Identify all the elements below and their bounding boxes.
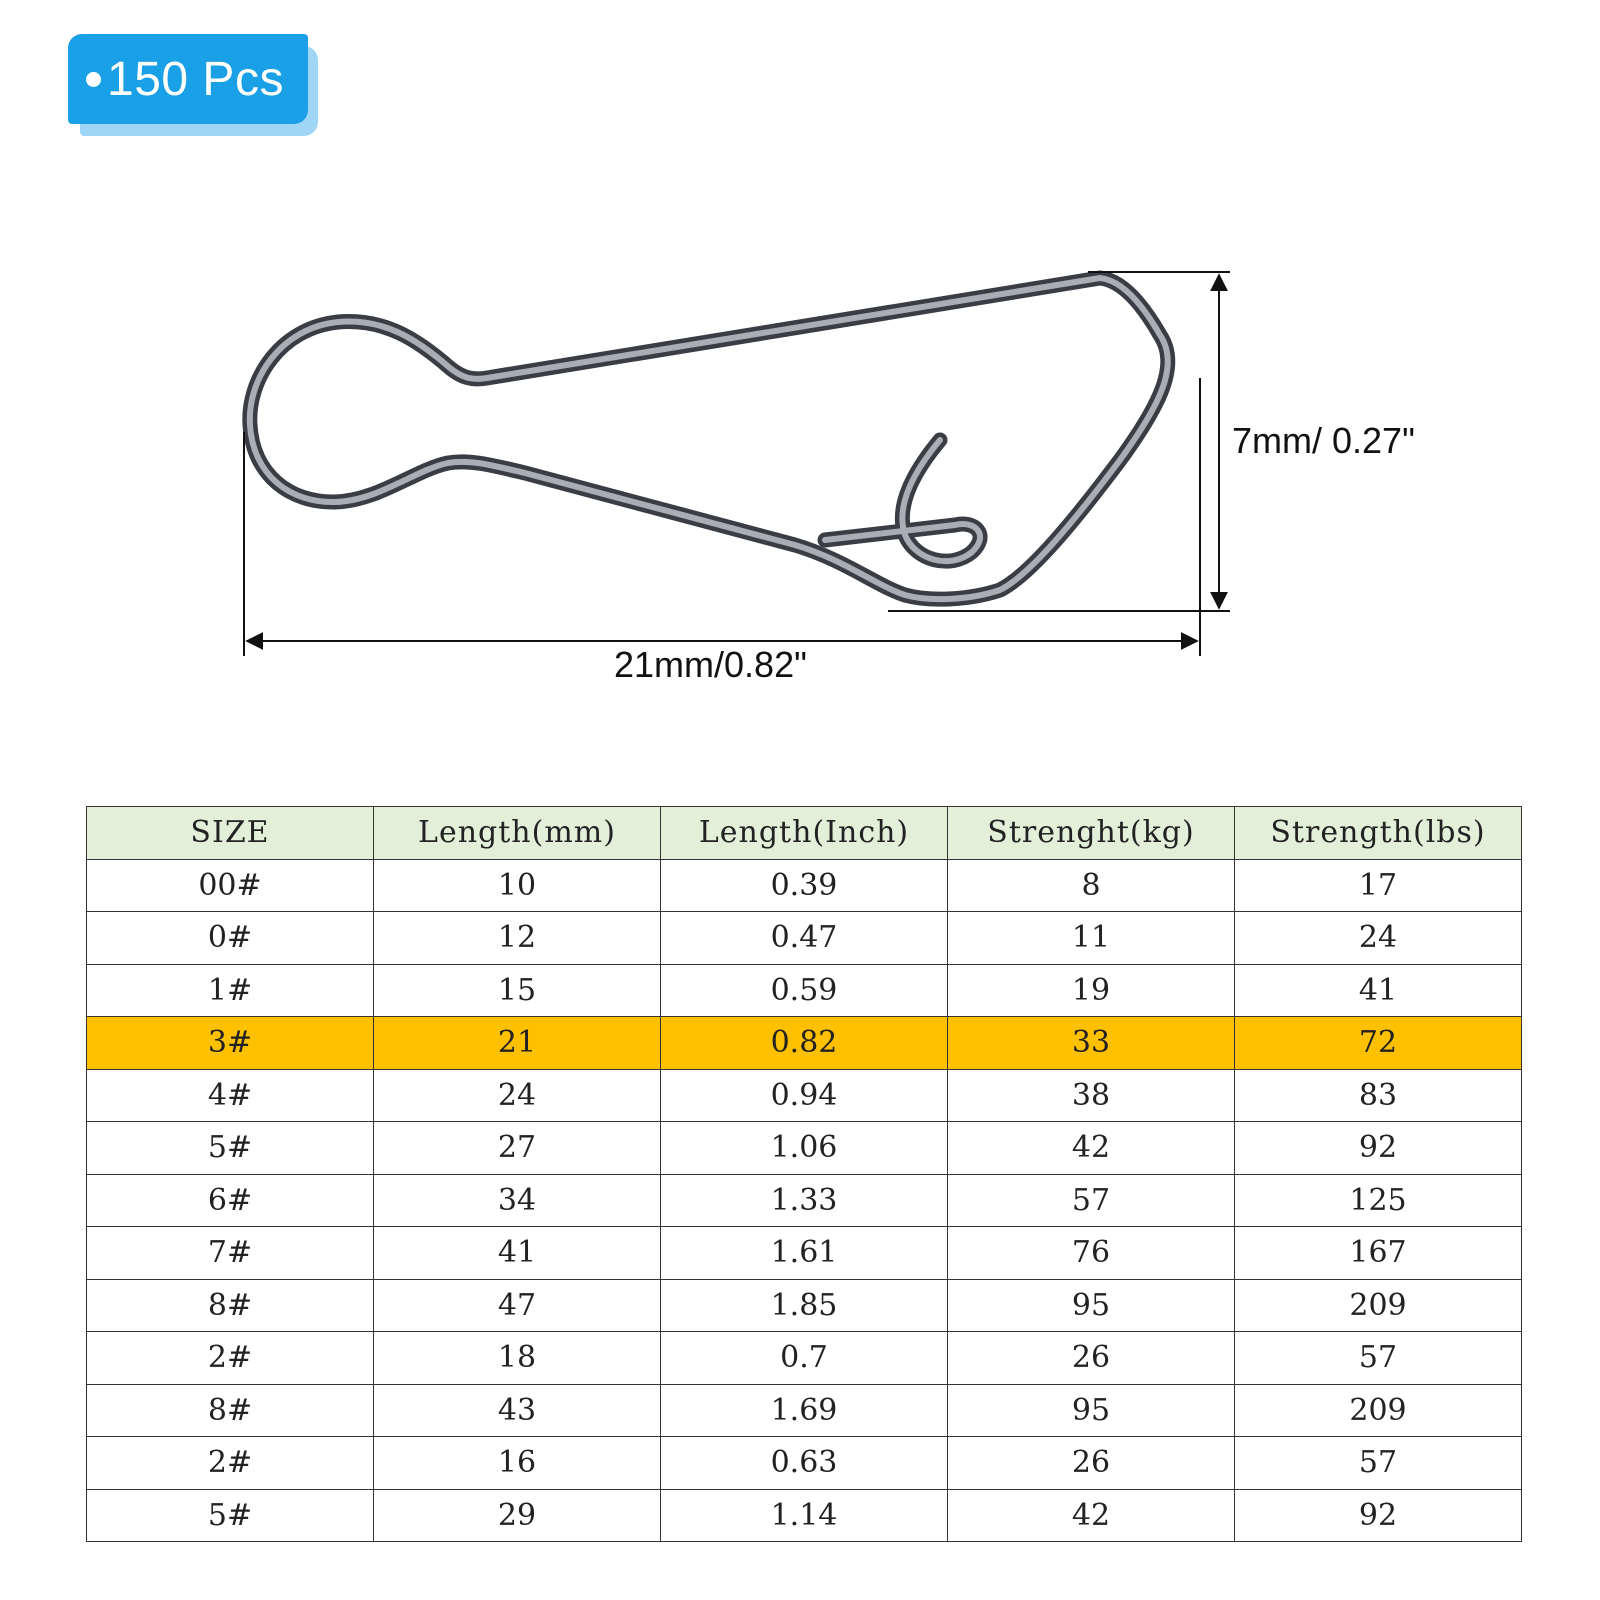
cell-length-inch: 0.82 [661, 1017, 948, 1070]
cell-strength-lbs: 57 [1235, 1332, 1522, 1385]
cell-strength-lbs: 24 [1235, 912, 1522, 965]
cell-length-mm: 43 [374, 1384, 661, 1437]
cell-strength-lbs: 209 [1235, 1384, 1522, 1437]
cell-size: 8# [87, 1279, 374, 1332]
cell-strength-kg: 95 [948, 1279, 1235, 1332]
cell-strength-kg: 38 [948, 1069, 1235, 1122]
cell-strength-kg: 26 [948, 1332, 1235, 1385]
cell-length-inch: 0.59 [661, 964, 948, 1017]
header-size: SIZE [87, 807, 374, 860]
cell-strength-lbs: 72 [1235, 1017, 1522, 1070]
product-dimension-diagram [0, 0, 1600, 720]
cell-size: 5# [87, 1122, 374, 1175]
cell-strength-kg: 11 [948, 912, 1235, 965]
cell-size: 2# [87, 1332, 374, 1385]
cell-length-inch: 0.7 [661, 1332, 948, 1385]
size-spec-table [86, 806, 1522, 1542]
cell-length-inch: 1.14 [661, 1489, 948, 1542]
cell-length-mm: 34 [374, 1174, 661, 1227]
snap-clip-illustration [0, 0, 1600, 720]
table-row [87, 859, 1522, 912]
table-row [87, 1332, 1522, 1385]
cell-size: 3# [87, 1017, 374, 1070]
cell-size: 0# [87, 912, 374, 965]
table-row [87, 964, 1522, 1017]
cell-size: 4# [87, 1069, 374, 1122]
table-row [87, 1384, 1522, 1437]
cell-size: 1# [87, 964, 374, 1017]
header-length-inch: Length(Inch) [661, 807, 948, 860]
table-body [87, 859, 1522, 1542]
cell-strength-lbs: 17 [1235, 859, 1522, 912]
cell-size: 6# [87, 1174, 374, 1227]
table-row [87, 1227, 1522, 1280]
cell-length-inch: 1.61 [661, 1227, 948, 1280]
cell-length-inch: 1.69 [661, 1384, 948, 1437]
cell-strength-kg: 8 [948, 859, 1235, 912]
cell-size: 7# [87, 1227, 374, 1280]
cell-strength-lbs: 92 [1235, 1489, 1522, 1542]
table-row [87, 1489, 1522, 1542]
cell-length-mm: 24 [374, 1069, 661, 1122]
table-row [87, 1279, 1522, 1332]
snap-clip-icon [250, 278, 1168, 599]
header-strength-kg: Strenght(kg) [948, 807, 1235, 860]
cell-strength-kg: 95 [948, 1384, 1235, 1437]
table-row [87, 1174, 1522, 1227]
cell-size: 00# [87, 859, 374, 912]
cell-length-mm: 41 [374, 1227, 661, 1280]
cell-length-mm: 27 [374, 1122, 661, 1175]
cell-strength-kg: 42 [948, 1489, 1235, 1542]
cell-strength-lbs: 92 [1235, 1122, 1522, 1175]
table-row [87, 1122, 1522, 1175]
cell-strength-lbs: 125 [1235, 1174, 1522, 1227]
cell-length-mm: 29 [374, 1489, 661, 1542]
cell-strength-kg: 26 [948, 1437, 1235, 1490]
cell-strength-lbs: 83 [1235, 1069, 1522, 1122]
cell-length-mm: 47 [374, 1279, 661, 1332]
cell-size: 2# [87, 1437, 374, 1490]
cell-length-inch: 0.39 [661, 859, 948, 912]
cell-length-mm: 12 [374, 912, 661, 965]
cell-length-mm: 16 [374, 1437, 661, 1490]
cell-strength-kg: 76 [948, 1227, 1235, 1280]
cell-strength-kg: 42 [948, 1122, 1235, 1175]
cell-length-inch: 0.94 [661, 1069, 948, 1122]
table-row [87, 1437, 1522, 1490]
cell-length-inch: 0.63 [661, 1437, 948, 1490]
cell-strength-kg: 33 [948, 1017, 1235, 1070]
cell-length-mm: 15 [374, 964, 661, 1017]
cell-strength-lbs: 41 [1235, 964, 1522, 1017]
header-length-mm: Length(mm) [374, 807, 661, 860]
cell-length-inch: 0.47 [661, 912, 948, 965]
cell-length-inch: 1.33 [661, 1174, 948, 1227]
table-header-row [87, 807, 1522, 860]
cell-length-mm: 10 [374, 859, 661, 912]
cell-strength-lbs: 57 [1235, 1437, 1522, 1490]
width-dimension-label: 21mm/0.82" [614, 644, 807, 685]
table-row [87, 1069, 1522, 1122]
cell-length-mm: 21 [374, 1017, 661, 1070]
cell-length-inch: 1.85 [661, 1279, 948, 1332]
cell-length-mm: 18 [374, 1332, 661, 1385]
table-row [87, 1017, 1522, 1070]
badge-text: 150 Pcs [107, 52, 284, 106]
cell-length-inch: 1.06 [661, 1122, 948, 1175]
cell-strength-kg: 57 [948, 1174, 1235, 1227]
cell-strength-kg: 19 [948, 964, 1235, 1017]
height-dimension-label: 7mm/ 0.27" [1232, 420, 1415, 461]
cell-size: 5# [87, 1489, 374, 1542]
cell-strength-lbs: 209 [1235, 1279, 1522, 1332]
cell-size: 8# [87, 1384, 374, 1437]
cell-strength-lbs: 167 [1235, 1227, 1522, 1280]
header-strength-lbs: Strength(lbs) [1235, 807, 1522, 860]
table-row [87, 912, 1522, 965]
